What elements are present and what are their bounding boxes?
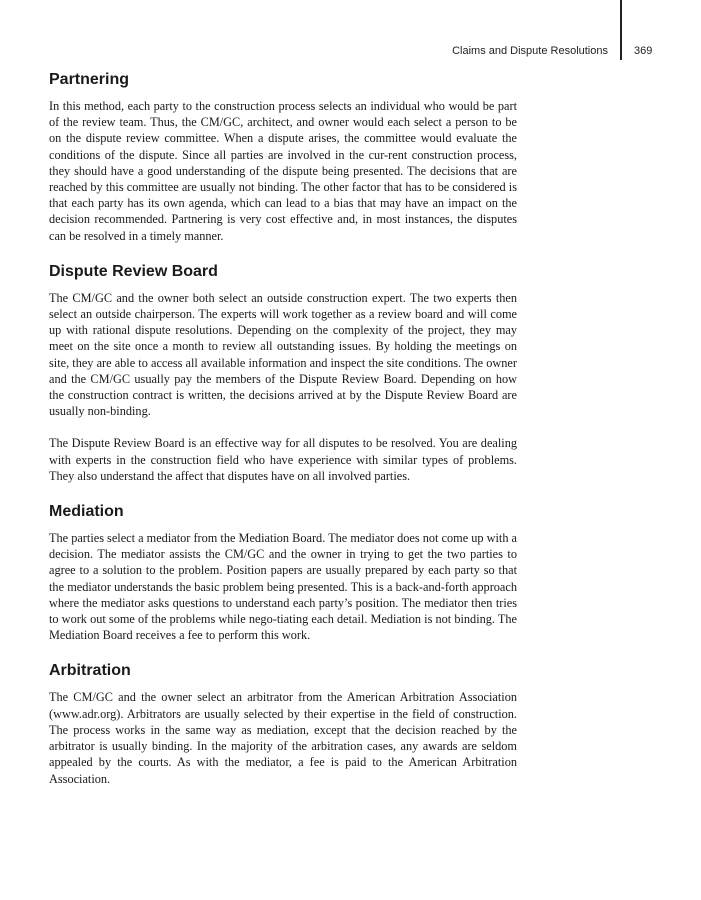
- section-arbitration: [49, 661, 517, 786]
- body-paragraph: The CM/GC and the owner select an arbitrator from the American Arbitration Association (www.adr.org). Arbitrators are usually selected by their expertise in the field of construction. The process works in the same way as mediation, except that the decision reached by the arbitrator is usually binding. In the majority of the arbitration cases, any awards are seldom appealed by the courts. As with the mediator, a fee is paid to the American Arbitration Association.: [49, 690, 517, 786]
- body-paragraph: The parties select a mediator from the Mediation Board. The mediator does not come up with a decision. The mediator assists the CM/GC and the owner in trying to get the two parties to agree to a solution to the problem. Position papers are usually prepared by each party so that the mediator understands the basic problem being presented. This is a back-and-forth approach where the mediator asks questions to understand each party’s position. The mediator then tries to work out some of the problems while nego-tiating each detail. Mediation is not binding. The Mediation Board receives a fee to perform this work.: [49, 531, 517, 643]
- body-paragraph: In this method, each party to the construction process selects an individual who would be part of the review team. Thus, the CM/GC, architect, and owner would each select a person to be on the dispute review committee. When a dispute arises, the committee would evaluate the conditions of the dispute. Since all parties are involved in the cur-rent construction process, they should have a good understanding of the dispute being presented. The decisions that are reached by this committee are usually not binding. The other factor that has to be considered is that each party has its own agenda, which can lead to a bias that may have an impact on the decision recommended. Partnering is very cost effective and, in most instances, the disputes can be resolved in a timely manner.: [49, 99, 517, 243]
- section-heading: Arbitration: [49, 662, 131, 680]
- section-mediation: [49, 502, 517, 643]
- section-heading: Dispute Review Board: [49, 262, 218, 280]
- body-paragraph: The Dispute Review Board is an effective way for all disputes to be resolved. You are dealing with experts in the construction field who have experience with similar types of problems. They also understand the affect that disputes have on all involved parties.: [49, 436, 517, 483]
- section-heading: Partnering: [49, 71, 130, 88]
- running-head: Claims and Dispute Resolutions: [452, 45, 608, 57]
- section-partnering: [49, 70, 517, 244]
- header-divider: [620, 0, 622, 60]
- page-number: 369: [634, 45, 653, 57]
- body-paragraph: The CM/GC and the owner both select an outside construction expert. The two experts then select an outside chairperson. The experts will work together as a review board and will come up with rational dispute resolutions. Depending on the complexity of the project, they may meet on the site once a month to review all outstanding issues. By holding the meetings on site, they are able to access all available information and inspect the site conditions. The owner and the CM/GC usually pay the members of the Dispute Review Board. Depending on how the construction contract is written, the decisions arrived at by the Dispute Review Board are usually non-binding.: [49, 290, 517, 419]
- page-body: [49, 70, 517, 805]
- section-heading: Mediation: [49, 503, 124, 521]
- section-dispute-review-board: [49, 262, 517, 484]
